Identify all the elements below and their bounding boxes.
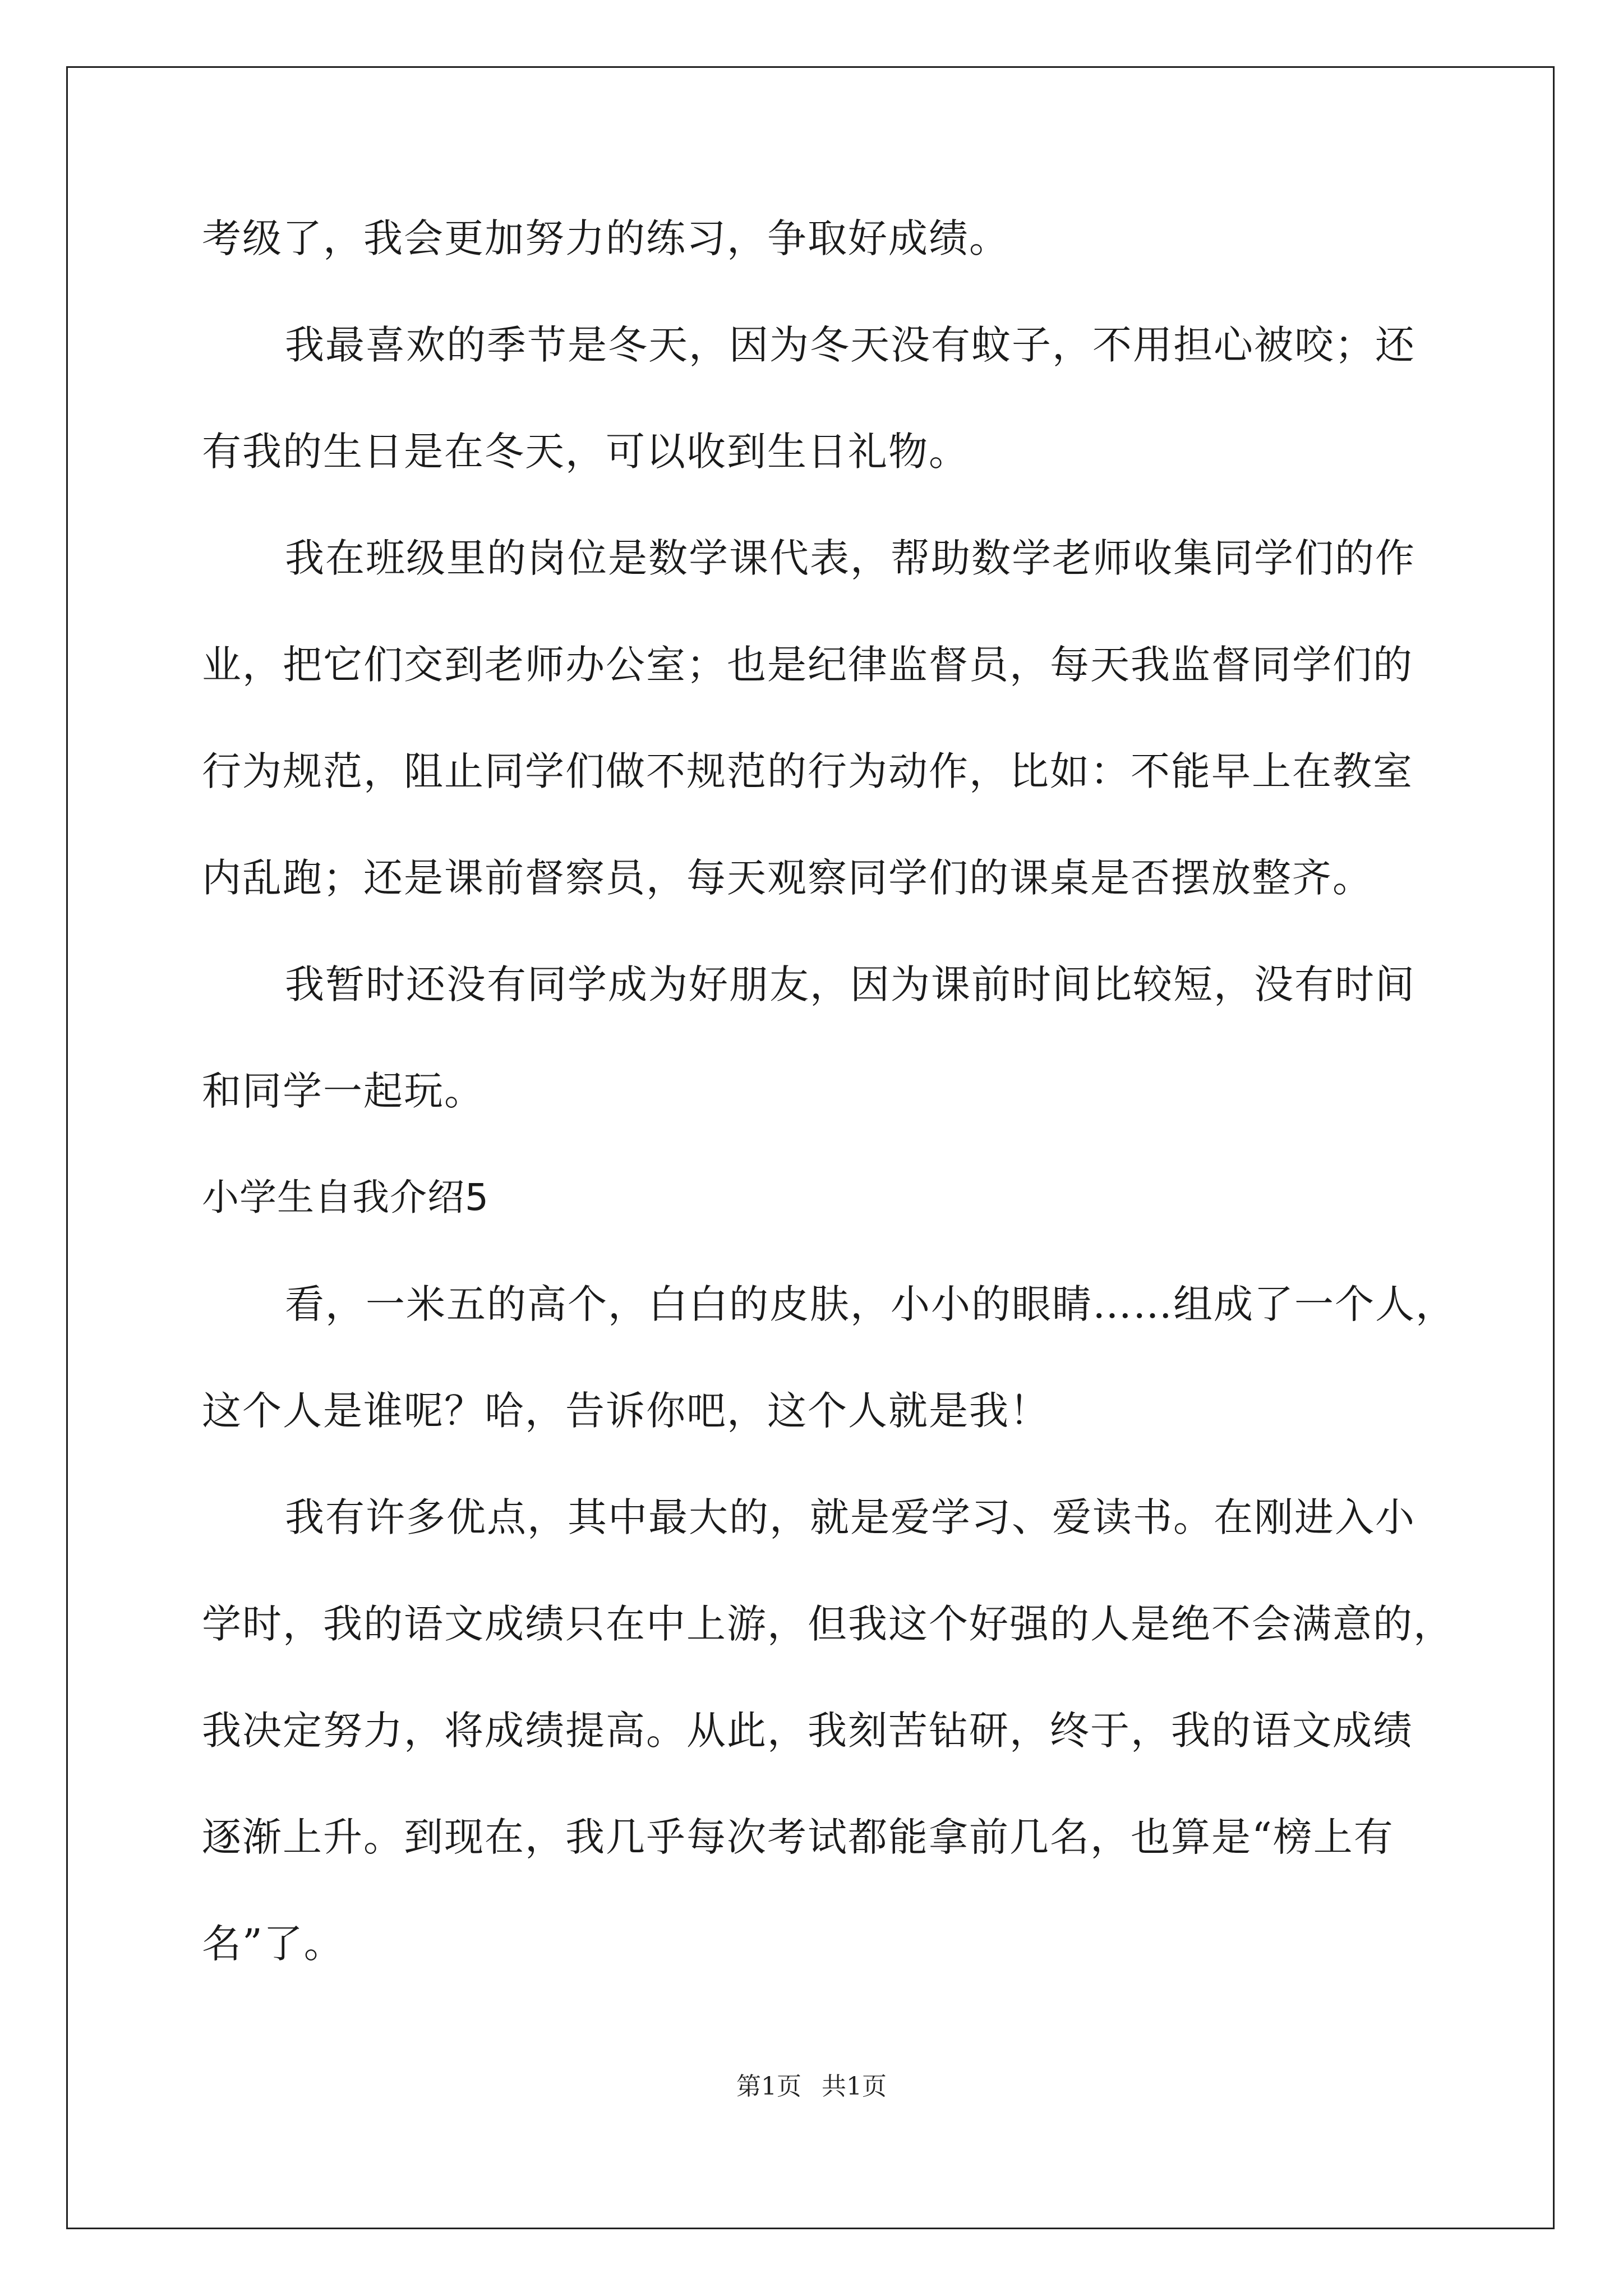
body-line: 这个人是谁呢？哈，告诉你吧，这个人就是我！ <box>202 1388 1050 1434</box>
paragraph-first-line: 我暂时还没有同学成为好朋友，因为课前时间比较短，没有时间 <box>285 961 1415 1007</box>
page-total: 共1页 <box>822 2072 887 2101</box>
body-line: 行为规范，阻止同学们做不规范的行为动作，比如：不能早上在教室 <box>202 748 1413 794</box>
paragraph-first-line: 看，一米五的高个，白白的皮肤，小小的眼睛……组成了一个人， <box>285 1281 1456 1327</box>
page-border <box>66 66 1555 2229</box>
paragraph-first-line: 我最喜欢的季节是冬天，因为冬天没有蚊子，不用担心被咬；还 <box>285 322 1415 368</box>
paragraph-first-line: 我有许多优点，其中最大的，就是爱学习、爱读书。在刚进入小 <box>285 1494 1415 1540</box>
body-line: 逐渐上升。到现在，我几乎每次考试都能拿前几名，也算是“榜上有 <box>202 1814 1394 1860</box>
body-line: 我决定努力，将成绩提高。从此，我刻苦钻研，终于，我的语文成绩 <box>202 1708 1413 1754</box>
body-line: 有我的生日是在冬天，可以收到生日礼物。 <box>202 429 969 475</box>
body-line: 名”了。 <box>202 1921 344 1967</box>
body-line: 考级了，我会更加努力的练习，争取好成绩。 <box>202 215 1009 261</box>
page-footer <box>0 2070 1623 2104</box>
body-line: 和同学一起玩。 <box>202 1068 485 1114</box>
section-heading: 小学生自我介绍5 <box>202 1176 489 1219</box>
paragraph-first-line: 我在班级里的岗位是数学课代表，帮助数学老师收集同学们的作 <box>285 535 1415 581</box>
body-line: 内乱跑；还是课前督察员，每天观察同学们的课桌是否摆放整齐。 <box>202 855 1373 901</box>
body-line: 业，把它们交到老师办公室；也是纪律监督员，每天我监督同学们的 <box>202 642 1413 688</box>
page-number: 第1页 <box>736 2072 801 2101</box>
body-line: 学时，我的语文成绩只在中上游，但我这个好强的人是绝不会满意的， <box>202 1601 1454 1647</box>
